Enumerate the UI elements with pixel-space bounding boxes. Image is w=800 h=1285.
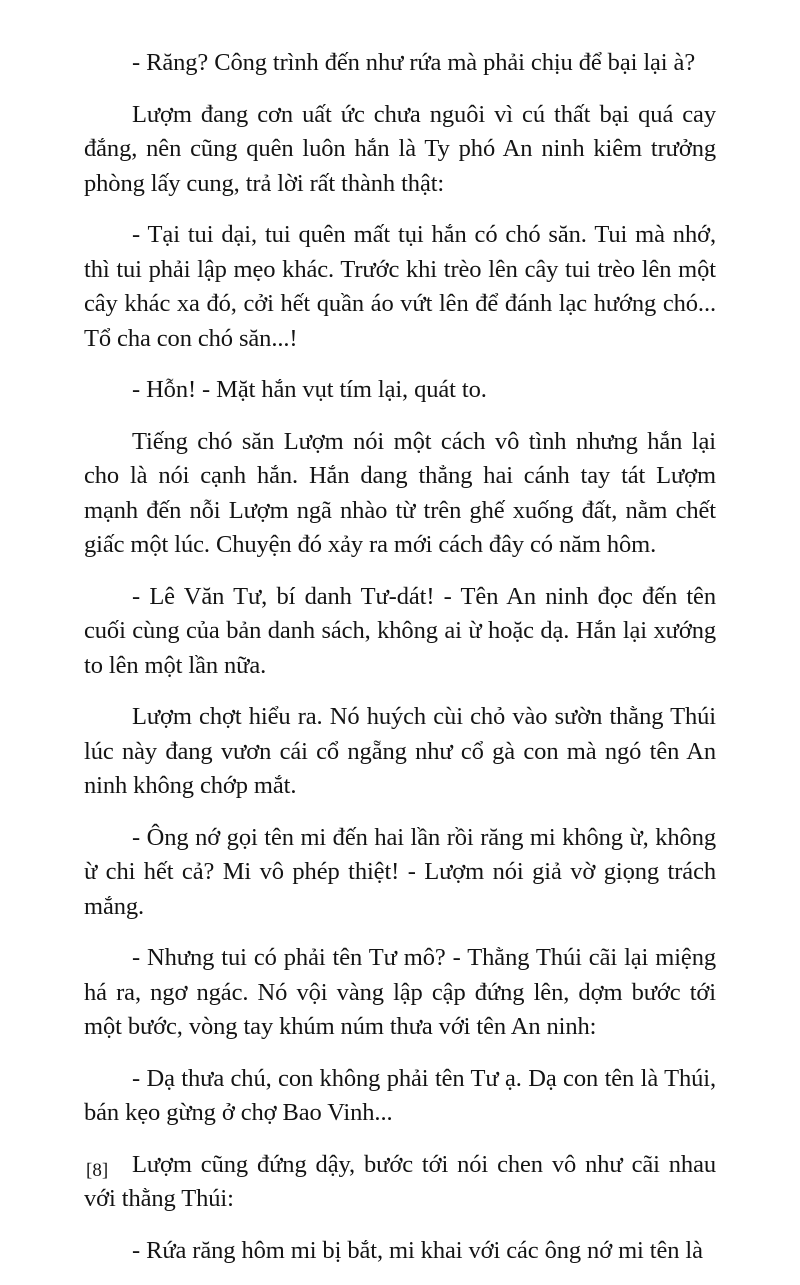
paragraph: Lượm đang cơn uất ức chưa nguôi vì cú thất bại quá cay đắng, nên cũng quên luôn hắn là Ty phó An ninh kiêm trưởng phòng lấy cung, trả lời rất thành thật: — [84, 100, 716, 197]
paragraph: - Nhưng tui có phải tên Tư mô? - Thằng Thúi cãi lại miệng há ra, ngơ ngác. Nó vội vàng lập cập đứng lên, dợm bước tới một bước, vòng tay khúm núm thưa với tên An ninh: — [84, 944, 716, 1040]
paragraph: - Tại tui dại, tui quên mất tụi hắn có chó săn. Tui mà nhớ, thì tui phải lập mẹo khác. Trước khi trèo lên cây tui trèo lên một cây khác xa đó, cởi hết quần áo vứt lên để đánh lạc hướng chó... Tổ cha con chó săn...! — [84, 221, 716, 352]
paragraph: - Ông nớ gọi tên mi đến hai lần rồi răng mi không ừ, không ừ chi hết cả? Mi vô phép thiệt! - Lượm nói giả vờ giọng trách mắng. — [84, 823, 716, 920]
paragraph: - Dạ thưa chú, con không phải tên Tư ạ. Dạ con tên là Thúi, bán kẹo gừng ở chợ Bao Vinh... — [84, 1064, 716, 1126]
paragraph: - Rứa răng hôm mi bị bắt, mi khai với các ông nớ mi tên là — [132, 1236, 703, 1264]
body-text — [84, 46, 716, 1285]
paragraph: - Hỗn! - Mặt hắn vụt tím lại, quát to. — [132, 376, 487, 403]
page-number: [8] — [86, 1160, 109, 1181]
paragraph: - Răng? Công trình đến như rứa mà phải chịu để bại lại à? — [132, 49, 696, 76]
paragraph: Lượm chợt hiểu ra. Nó huých cùi chỏ vào sườn thằng Thúi lúc này đang vươn cái cổ ngẵng như cổ gà con mà ngó tên An ninh không chớp mắt. — [84, 703, 716, 799]
paragraph: Tiếng chó săn Lượm nói một cách vô tình nhưng hắn lại cho là nói cạnh hắn. Hắn dang thẳng hai cánh tay tát Lượm mạnh đến nỗi Lượm ngã nhào từ trên ghế xuống đất, nằm chết giấc một lúc. Chuyện đó xảy ra mới cách đây có năm hôm. — [84, 427, 716, 558]
paragraph: Lượm cũng đứng dậy, bước tới nói chen vô như cãi nhau với thằng Thúi: — [84, 1150, 716, 1212]
paragraph: - Lê Văn Tư, bí danh Tư-dát! - Tên An ninh đọc đến tên cuối cùng của bản danh sách, không ai ừ hoặc dạ. Hắn lại xướng to lên một lần nữa. — [84, 582, 716, 679]
